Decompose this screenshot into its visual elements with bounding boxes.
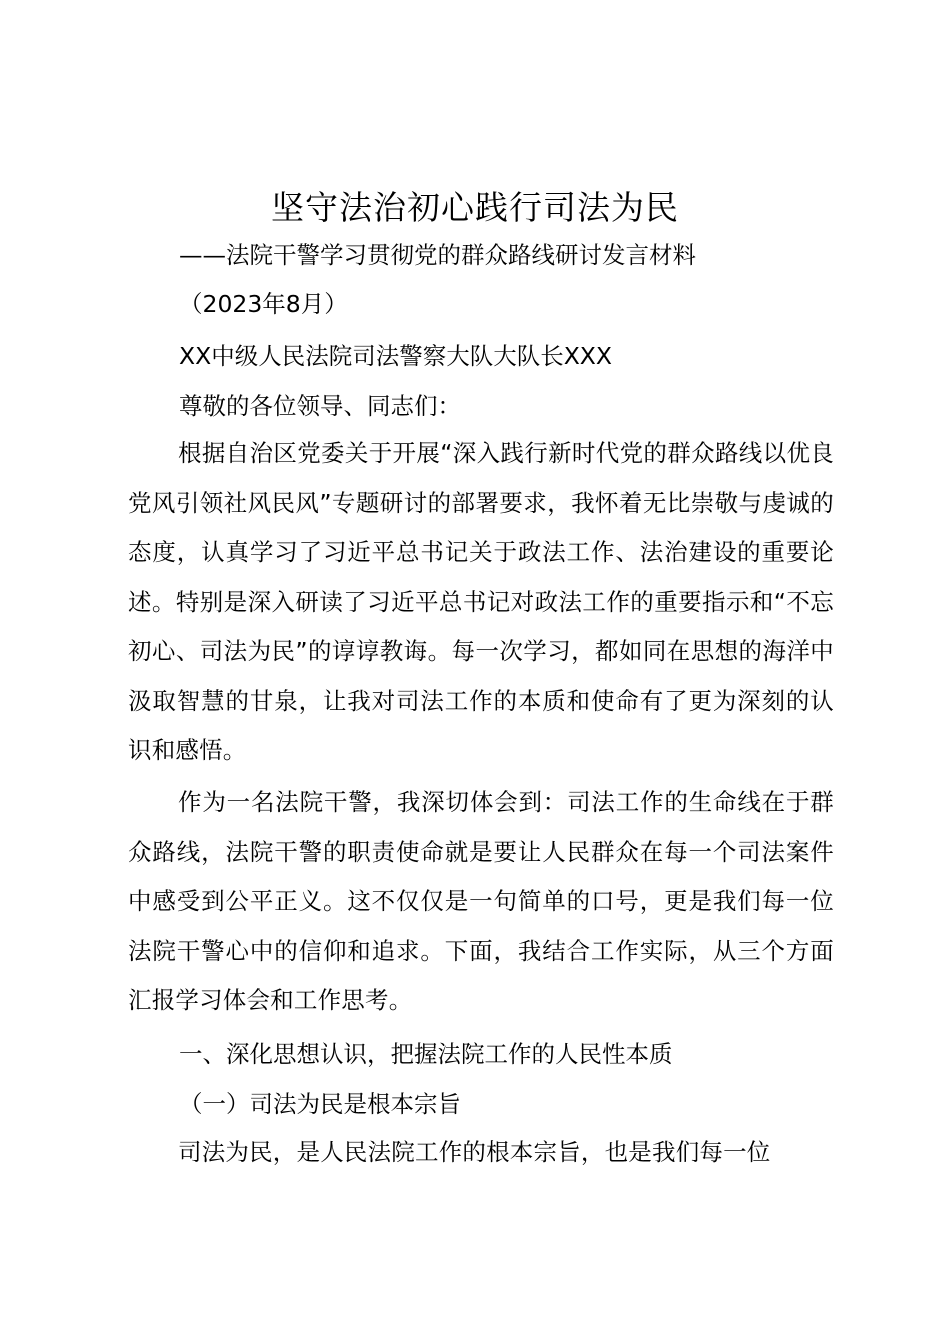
document-author: XX中级人民法院司法警察大队大队长XXX [179,342,612,370]
body-paragraph: 根据自治区党委关于开展“深入践行新时代党的群众路线以优良党风引领社风民风”专题研讨的部署要求，我怀着无比崇敬与虔诚的态度，认真学习了习近平总书记关于政法工作、法治建设的重要论述。特别是深入研读了习近平总书记对政法工作的重要指示和“不忘初心、司法为民”的谆谆教诲。每一次学习，都如同在思想的海洋中汲取智慧的甘泉，让我对司法工作的本质和使命有了更为深刻的认识和感悟。 [128,439,834,764]
document-date: （2023年8月） [179,290,348,318]
section-heading: 一、深化思想认识，把握法院工作的人民性本质 [179,1040,673,1068]
document-subtitle: ——法院干警学习贯彻党的群众路线研讨发言材料 [179,241,696,269]
body-paragraph: 作为一名法院干警，我深切体会到：司法工作的生命线在于群众路线，法院干警的职责使命就是要让人民群众在每一个司法案件中感受到公平正义。这不仅仅是一句简单的口号，更是我们每一位法院干警心中的信仰和追求。下面，我结合工作实际，从三个方面汇报学习体会和工作思考。 [128,788,834,1014]
subsection-heading: （一）司法为民是根本宗旨 [179,1090,461,1118]
body-paragraph: 司法为民，是人民法院工作的根本宗旨，也是我们每一位 [178,1138,771,1166]
salutation: 尊敬的各位领导、同志们： [179,392,461,420]
document-title: 坚守法治初心践行司法为民 [271,188,679,227]
